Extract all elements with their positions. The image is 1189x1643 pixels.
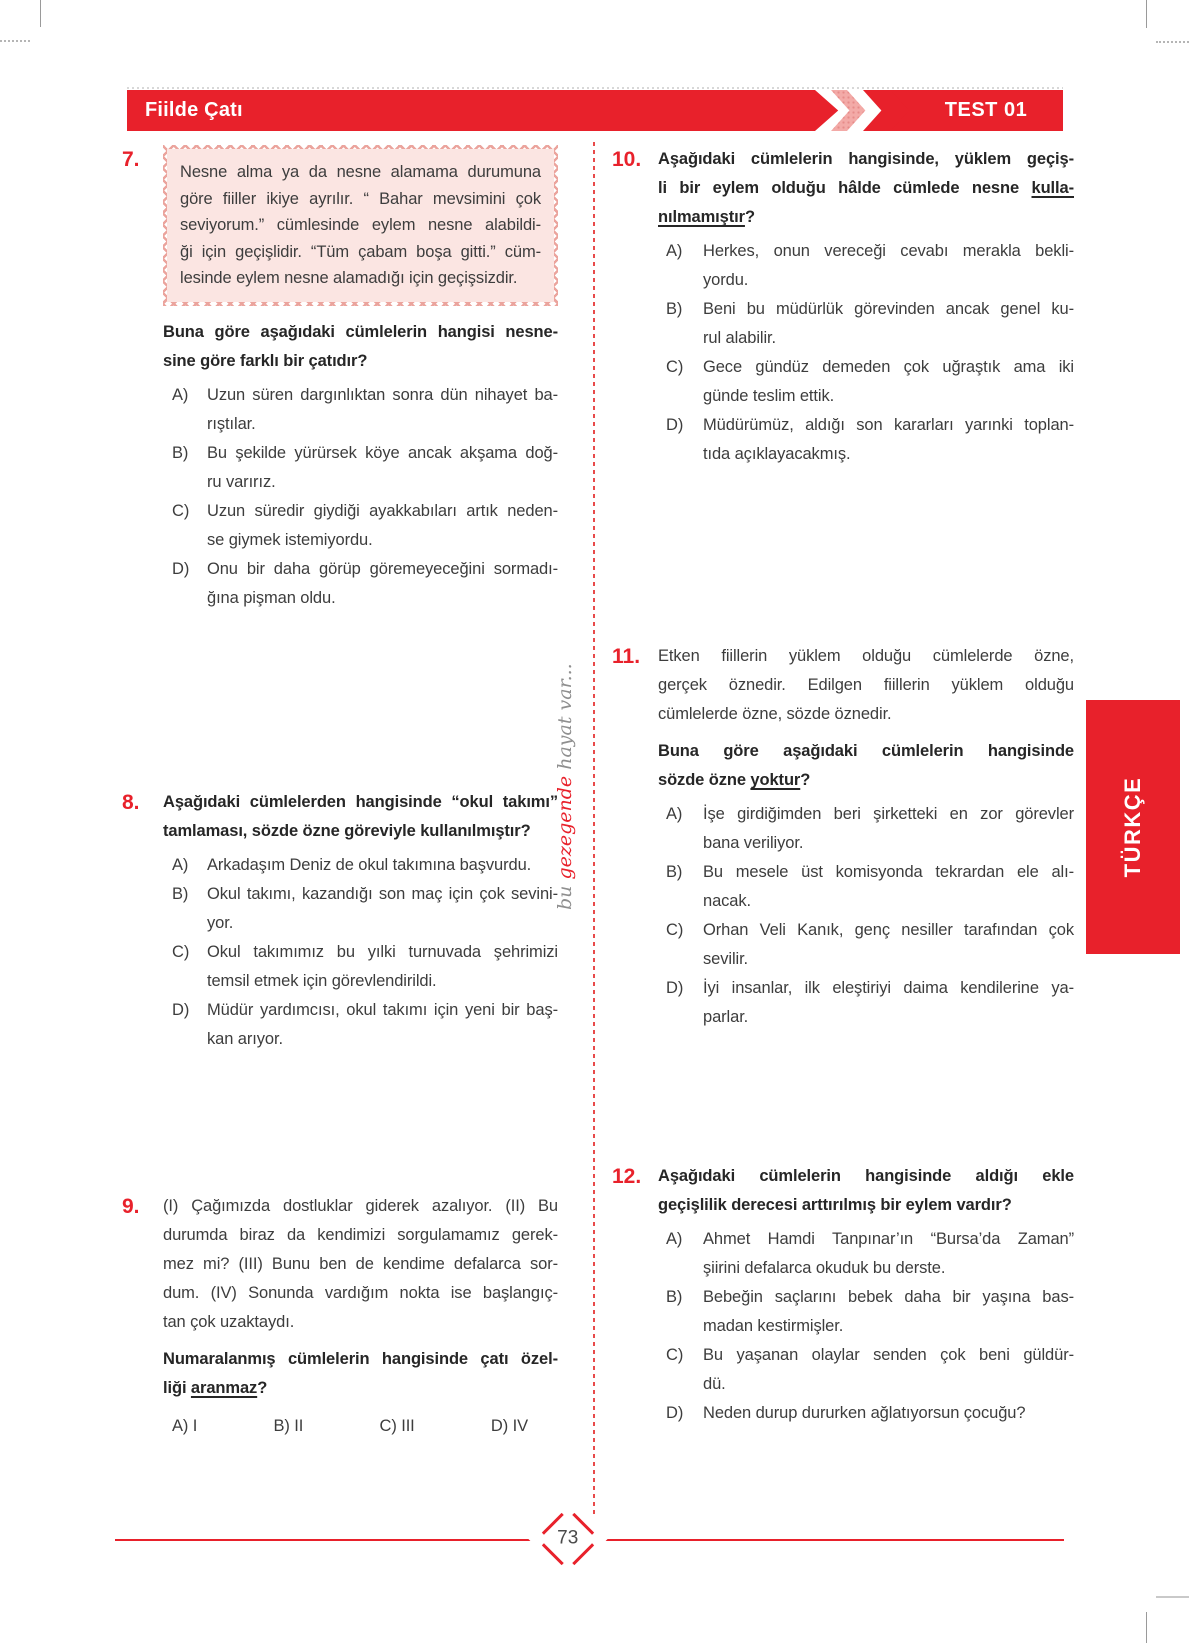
question-number: 7. xyxy=(122,148,140,171)
option-letter: D) xyxy=(172,559,190,578)
option-text: Müdürümüz, aldığı son kararları yarınki toplan- tıda açıklayacakmış. xyxy=(703,416,1074,463)
option-letter: B) xyxy=(666,863,683,881)
options-list xyxy=(658,1225,1074,1428)
option-b xyxy=(163,880,558,938)
column-divider xyxy=(593,142,595,1514)
option-b: B) II xyxy=(273,1417,304,1435)
option-text: Gece gündüz demeden çok uğraştık ama iki günde teslim ettik. xyxy=(703,358,1074,405)
crop-mark xyxy=(1156,1596,1189,1598)
option-letter: D) xyxy=(666,416,684,434)
option-letter: A) xyxy=(666,242,683,260)
question-12 xyxy=(612,1162,1074,1428)
option-letter: B) xyxy=(172,885,189,903)
option-d xyxy=(163,996,558,1054)
option-a xyxy=(658,1225,1074,1283)
crop-mark xyxy=(40,0,41,27)
option-letter: D) xyxy=(172,1001,190,1019)
option-letter: A) xyxy=(172,385,189,404)
question-10 xyxy=(612,145,1074,469)
question-8 xyxy=(122,788,558,1054)
option-c: C) III xyxy=(379,1417,415,1435)
question-number: 8. xyxy=(122,791,140,814)
option-letter: B) xyxy=(172,443,189,462)
option-text: Okul takımımız bu yılki turnuvada şehrimizi temsil etmek için görevlendirildi. xyxy=(207,943,558,990)
option-d xyxy=(658,974,1074,1032)
option-text: Bebeğin saçlarını bebek daha bir yaşına bas- madan kestirmişler. xyxy=(703,1288,1074,1335)
crop-mark xyxy=(1146,1612,1147,1643)
option-b xyxy=(658,1283,1074,1341)
question-prompt: Buna göre aşağıdaki cümlelerin hangisi nesne- sine göre farklı bir çatıdır? xyxy=(163,322,558,370)
crop-mark xyxy=(1146,0,1147,28)
question-number: 9. xyxy=(122,1195,140,1218)
option-letter: D) xyxy=(666,979,684,997)
question-prompt: Aşağıdaki cümlelerin hangisinde aldığı ekle geçişlilik derecesi arttırılmış bir eylem vardır? xyxy=(658,1167,1074,1214)
option-letter: C) xyxy=(666,1346,684,1364)
option-text: Okul takımı, kazandığı son maç için çok sevini- yor. xyxy=(207,885,558,932)
option-letter: B) xyxy=(666,1288,683,1306)
options-list xyxy=(658,237,1074,469)
option-b xyxy=(163,439,558,497)
question-prompt: Numaralanmış cümlelerin hangisinde çatı özel- liği aranmaz? xyxy=(163,1350,558,1397)
option-text: Uzun süredir giydiği ayakkabıları artık neden- se giymek istemiyordu. xyxy=(207,501,558,549)
option-b xyxy=(658,295,1074,353)
header-bar xyxy=(127,90,1063,131)
option-text: Arkadaşım Deniz de okul takımına başvurdu. xyxy=(207,856,532,874)
option-letter: C) xyxy=(666,358,684,376)
option-d xyxy=(658,411,1074,469)
question-11 xyxy=(612,642,1074,1032)
question-number: 11. xyxy=(612,645,641,668)
question-intro: Etken fiillerin yüklem olduğu cümlelerde özne, gerçek öznedir. Edilgen fiillerin yüklem olduğu cümlelerde özne, sözde öznedir. xyxy=(658,647,1074,723)
info-box xyxy=(163,145,558,306)
option-text: Herkes, onun vereceği cevabı merakla bekli- yordu. xyxy=(703,242,1074,289)
question-intro: (I) Çağımızda dostluklar giderek azalıyor. (II) Bu durumda biraz da kendimizi sorgulamamız gerek- mez mi? (III) Bunu ben de kendime defalarca sor- dum. (IV) Sonunda vardığım nokta ise başlangıç- tan çok uzaktaydı. xyxy=(163,1197,558,1331)
option-text: Orhan Veli Kanık, genç nesiller tarafından çok sevilir. xyxy=(703,921,1074,968)
option-a xyxy=(163,381,558,439)
option-a xyxy=(163,851,558,880)
option-d: D) IV xyxy=(490,1417,528,1435)
option-text: Beni bu müdürlük görevinden ancak genel ku- rul alabilir. xyxy=(703,300,1074,347)
option-text: Ahmet Hamdi Tanpınar’ın “Bursa’da Zaman” şiirini defalarca okuduk bu derste. xyxy=(703,1230,1074,1277)
question-7 xyxy=(122,145,558,613)
option-text: İşe girdiğimden beri şirketteki en zor görevler bana veriliyor. xyxy=(703,805,1074,852)
page-number: 73 xyxy=(557,1527,579,1549)
options-list xyxy=(658,800,1074,1032)
option-letter: C) xyxy=(172,943,190,961)
option-a xyxy=(658,237,1074,295)
option-text: Neden durup dururken ağlatıyorsun çocuğu? xyxy=(703,1404,1026,1422)
option-text: Bu şekilde yürürsek köye ancak akşama doğ- ru varırız. xyxy=(207,443,558,491)
option-text: Müdür yardımcısı, okul takımı için yeni bir baş- kan arıyor. xyxy=(207,1001,558,1048)
crop-mark xyxy=(1156,41,1189,43)
options-list xyxy=(163,381,558,613)
option-text: Onu bir daha görüp göremeyeceğini sormadı- ğına pişman oldu. xyxy=(207,559,558,607)
test-number-label: TEST 01 xyxy=(944,99,1028,121)
question-number: 10. xyxy=(612,148,642,171)
option-a: A) I xyxy=(172,1417,198,1435)
option-a xyxy=(658,800,1074,858)
question-9 xyxy=(122,1192,558,1441)
subject-tab-label: TÜRKÇE xyxy=(1120,776,1145,878)
option-text: Bu yaşanan olaylar senden çok beni güldür- dü. xyxy=(703,1346,1074,1393)
option-c xyxy=(658,916,1074,974)
crop-mark xyxy=(0,40,30,42)
page-number-badge xyxy=(535,1506,600,1571)
option-c xyxy=(658,1341,1074,1399)
option-d xyxy=(163,555,558,613)
option-letter: B) xyxy=(666,300,683,318)
option-c xyxy=(658,353,1074,411)
option-text: İyi insanlar, ilk eleştiriyi daima kendilerine ya- parlar. xyxy=(703,979,1074,1026)
question-prompt: Buna göre aşağıdaki cümlelerin hangisinde sözde özne yoktur? xyxy=(658,742,1074,789)
option-text: Bu mesele üst komisyonda tekrardan ele alı- nacak. xyxy=(703,863,1074,910)
option-letter: C) xyxy=(666,921,684,939)
option-letter: C) xyxy=(172,501,190,520)
question-prompt: Aşağıdaki cümlelerin hangisinde, yüklem geçiş- li bir eylem olduğu hâlde cümlede nesne kulla- nılmamıştır? xyxy=(658,150,1074,226)
option-letter: A) xyxy=(666,1230,683,1248)
option-c xyxy=(163,938,558,996)
question-number: 12. xyxy=(612,1165,642,1188)
option-letter: A) xyxy=(172,856,189,874)
watermark-script-text: bu gezegende hayat var... xyxy=(554,663,576,910)
options-list xyxy=(163,851,558,1054)
option-c xyxy=(163,497,558,555)
option-d xyxy=(658,1399,1074,1428)
footer-rule xyxy=(597,1539,1064,1541)
info-box-text: Nesne alma ya da nesne alamama durumuna göre fiiller ikiye ayrılır. “ Bahar mevsimini çok seviyorum.” cümlesinde eylem nesne alabildi- ği için geçişlidir. “Tüm çabam boşa gitti.” cüm- lesinde eylem nesne alamadığı için geçişsizdir. xyxy=(167,149,554,302)
option-b xyxy=(658,858,1074,916)
footer-rule xyxy=(115,1539,539,1541)
lesson-title: Fiilde Çatı xyxy=(145,99,243,121)
option-letter: A) xyxy=(666,805,683,823)
option-text: Uzun süren dargınlıktan sonra dün nihayet ba- rıştılar. xyxy=(207,385,558,433)
option-letter: D) xyxy=(666,1404,684,1422)
options-inline-row xyxy=(172,1412,528,1441)
question-prompt: Aşağıdaki cümlelerden hangisinde “okul takımı” tamlaması, sözde özne göreviyle kullanılmıştır? xyxy=(163,793,559,840)
subject-tab xyxy=(1086,700,1180,954)
